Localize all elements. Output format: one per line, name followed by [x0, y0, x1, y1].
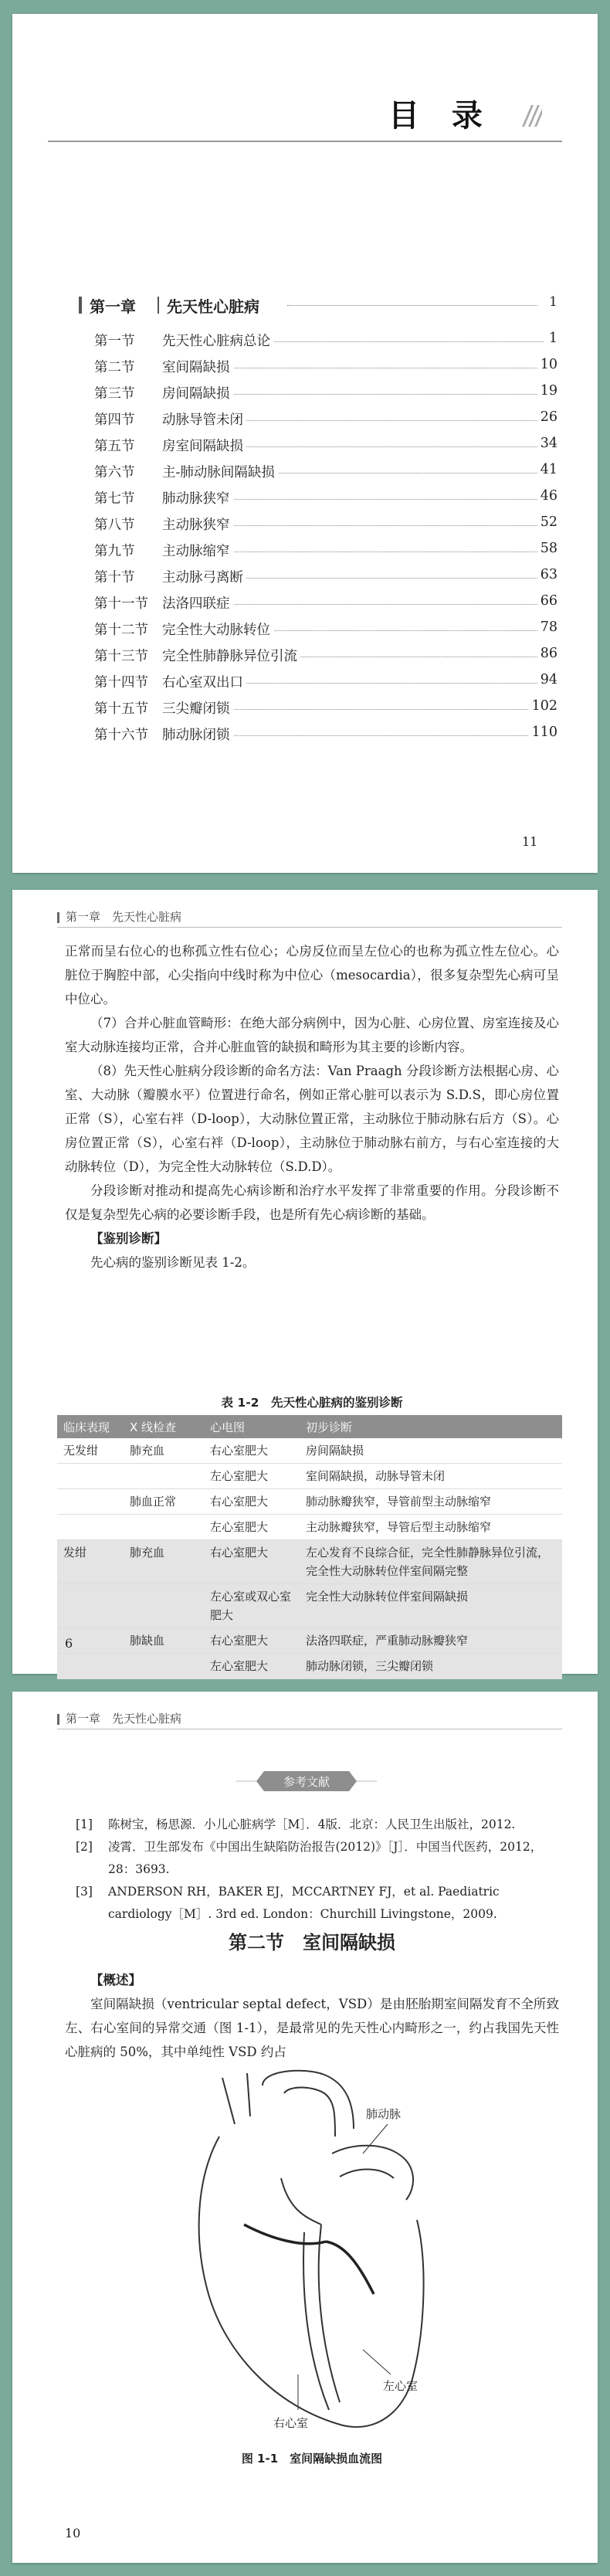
section-number: 第九节 [94, 544, 135, 559]
table-cell [57, 1515, 124, 1540]
toc-section-row[interactable] [94, 326, 557, 352]
table-row [57, 1489, 562, 1515]
reference-item [76, 1881, 559, 1926]
section-number: 第十四节 [94, 675, 148, 691]
chapter-divider [158, 297, 159, 314]
section-number: 第一节 [94, 334, 135, 349]
references-label: 参考文献 [283, 1775, 330, 1789]
paragraph: 分段诊断对推动和提高先心病诊断和治疗水平发挥了非常重要的作用。分段诊断不仅是复杂型先心病的必要诊断手段，也是所有先心病诊断的基础。 [65, 1183, 559, 1222]
flow-arrow [326, 2242, 374, 2294]
header-text: 第一章 先天性心脏病 [66, 910, 182, 924]
table-row [57, 1584, 562, 1628]
book-page-10 [12, 1692, 598, 2563]
leader-dots [287, 305, 537, 306]
toc-section-row[interactable] [94, 589, 557, 615]
section-title: 主动脉狭窄 [162, 514, 233, 534]
section-number: 第二节 [94, 360, 135, 375]
table-header: 初步诊断 [300, 1415, 562, 1438]
section-page: 52 [537, 514, 557, 530]
table-cell: 右心室肥大 [204, 1489, 300, 1515]
section-title: 房间隔缺损 [162, 383, 233, 402]
section-title: 法洛四联症 [162, 593, 233, 613]
toc-section-list [94, 326, 557, 746]
header-text: 第一章 先天性心脏病 [66, 1712, 182, 1726]
chapter-label: 第一章 [90, 297, 136, 316]
table-header: 临床表现 [57, 1415, 124, 1438]
leader-dots [179, 709, 544, 710]
toc-section-row[interactable] [94, 667, 557, 694]
table-caption: 表 1-2 先天性心脏病的鉴别诊断 [221, 1396, 403, 1410]
toc-page [12, 14, 598, 873]
running-header [57, 1710, 181, 1726]
reference-number: [1] [76, 1817, 93, 1831]
page-number: 6 [65, 1636, 73, 1651]
table-cell: 左心室肥大 [204, 1654, 300, 1679]
section-title: 动脉导管未闭 [162, 409, 246, 429]
toc-section-row[interactable] [94, 720, 557, 746]
section-number: 第八节 [94, 518, 135, 533]
section-page: 110 [529, 725, 557, 740]
septum-inner [303, 2232, 329, 2410]
table-cell: 右心室肥大 [204, 1438, 300, 1464]
reference-number: [2] [76, 1840, 93, 1854]
label-pulmonary-artery: 肺动脉 [366, 2107, 402, 2121]
reference-item [76, 1836, 559, 1881]
table-cell [57, 1489, 124, 1515]
references-tag [236, 1770, 377, 1793]
table-cell: 右心室肥大 [204, 1628, 300, 1654]
section-number: 第十节 [94, 570, 135, 585]
section-page: 46 [537, 488, 557, 504]
table-cell: 左心发育不良综合征，完全性肺静脉异位引流，完全性大动脉转位伴室间隔完整 [300, 1540, 562, 1584]
paragraph: 正常而呈右位心的也称孤立性右位心；心房反位而呈左位心的也称为孤立性左位心。心脏位于胸腔中部，心尖指向中线时称为中位心（mesocardia），很多复杂型先心病可呈中位心。 [65, 944, 559, 1006]
toc-section-row[interactable] [94, 457, 557, 484]
section-page: 34 [537, 436, 557, 451]
table-header: 心电图 [204, 1415, 300, 1438]
page-number: 11 [522, 834, 538, 849]
chapter-bar [79, 297, 82, 314]
section-title: 主-肺动脉间隔缺损 [162, 462, 278, 481]
pulmonary-artery-outline [332, 2146, 413, 2200]
leader-dots [179, 499, 544, 500]
vena-cava [222, 2073, 250, 2124]
section-page: 19 [537, 383, 557, 399]
table-header-row [57, 1415, 562, 1438]
title-rule [48, 141, 562, 142]
reference-list [76, 1814, 559, 1926]
pulmonary-artery-inner [340, 2169, 394, 2178]
section-title: 室间隔缺损 [162, 357, 233, 376]
table-cell: 发绀 [57, 1540, 124, 1584]
reference-number: [3] [76, 1885, 93, 1899]
section-page: 86 [537, 646, 557, 661]
table-cell: 肺充血 [124, 1438, 204, 1464]
section-title: 肺动脉闭锁 [162, 725, 233, 744]
table-cell: 右心室肥大 [204, 1540, 300, 1584]
toc-section-row[interactable] [94, 378, 557, 405]
section-title: 先天性心脏病总论 [162, 331, 273, 350]
table-row [57, 1464, 562, 1489]
table-row [57, 1438, 562, 1464]
toc-section-row[interactable] [94, 484, 557, 510]
section-number: 第十六节 [94, 728, 148, 743]
section-number: 第三节 [94, 386, 135, 402]
toc-section-row[interactable] [94, 536, 557, 562]
toc-title: 目 录 [388, 97, 493, 134]
paragraph: （7）合并心脏血管畸形：在绝大部分病例中，因为心脏、心房位置、房室连接及心室大动脉连接均正常，合并心脏血管的缺损和畸形为其主要的诊断内容。 [65, 1016, 559, 1054]
chapter-title: 先天性心脏病 [167, 297, 259, 316]
section-title: 主动脉缩窄 [162, 541, 233, 560]
book-page-6 [12, 890, 598, 1674]
section-page: 63 [537, 567, 557, 582]
table-cell: 肺血正常 [124, 1489, 204, 1515]
overview-text: 室间隔缺损（ventricular septal defect，VSD）是由胚胎期室间隔发育不全所致左、右心室间的异常交通（图 1-1），是最常见的先天性心内畸形之一，约占我国先天性心脏病的 50%，其中单纯性 VSD 约占 [65, 1997, 559, 2059]
section-title: 房室间隔缺损 [162, 436, 246, 455]
overview-head: 【概述】 [90, 1973, 141, 1987]
header-rule [57, 927, 562, 928]
table-cell: 肺动脉瓣狭窄，导管前型主动脉缩窄 [300, 1489, 562, 1515]
table-cell: 完全性大动脉转位伴室间隔缺损 [300, 1584, 562, 1628]
shunt-arrow [244, 2225, 326, 2244]
section-title: 第二节 室间隔缺损 [229, 1931, 395, 1953]
section-title: 右心室双出口 [162, 672, 246, 691]
label-leader-pa [363, 2124, 388, 2153]
section-title: 三尖瓣闭锁 [162, 698, 233, 718]
overview [65, 1968, 559, 2064]
toc-section-row[interactable] [94, 510, 557, 536]
table-cell: 左心室肥大 [204, 1515, 300, 1540]
section-number: 第七节 [94, 491, 135, 507]
reference-text: ANDERSON RH，BAKER EJ，MCCARTNEY FJ，et al. Paediatric cardiology［M］. 3rd ed. London：Churchill Livingstone，2009. [108, 1885, 500, 1921]
chapter-page: 1 [549, 294, 557, 310]
vsd-heart-diagram [188, 2062, 432, 2435]
toc-section-row[interactable] [94, 562, 557, 589]
label-leader-lv [363, 2350, 391, 2374]
table-cell [124, 1654, 204, 1679]
differential-table [57, 1415, 562, 1679]
table-cell [57, 1584, 124, 1628]
figure-caption: 图 1-1 室间隔缺损血流图 [241, 2452, 383, 2466]
header-bar [57, 1714, 59, 1725]
section-number: 第十二节 [94, 623, 148, 638]
reference-item [76, 1814, 559, 1836]
table-cell: 房间隔缺损 [300, 1438, 562, 1464]
toc-section-row[interactable] [94, 615, 557, 641]
toc-section-row[interactable] [94, 641, 557, 667]
section-title: 完全性大动脉转位 [162, 619, 273, 639]
leader-dots [179, 394, 544, 395]
section-page: 1 [546, 331, 557, 346]
label-left-ventricle: 左心室 [383, 2379, 419, 2393]
section-page: 78 [537, 619, 557, 635]
label-right-ventricle: 右心室 [273, 2416, 309, 2430]
section-page: 94 [537, 672, 557, 687]
table-cell: 肺充血 [124, 1540, 204, 1584]
table-row [57, 1654, 562, 1679]
toc-section-row[interactable] [94, 431, 557, 457]
leader-dots [179, 525, 544, 526]
section-number: 第十三节 [94, 649, 148, 664]
table-cell [57, 1464, 124, 1489]
running-header [57, 908, 181, 925]
table-cell [124, 1584, 204, 1628]
table-cell: 左心室肥大 [204, 1464, 300, 1489]
toc-section-row[interactable] [94, 694, 557, 720]
reference-text: 凌霄．卫生部发布《中国出生缺陷防治报告(2012)》［J］．中国当代医药，2012，28：3693. [108, 1840, 543, 1876]
leader-dots [179, 735, 544, 736]
aorta-inner [284, 2088, 335, 2137]
table-cell [124, 1464, 204, 1489]
section-title: 肺动脉狭窄 [162, 488, 233, 507]
leader-dots [179, 604, 544, 605]
section-number: 第十一节 [94, 596, 148, 612]
table-cell: 左心室或双心室肥大 [204, 1584, 300, 1628]
table-cell [57, 1654, 124, 1679]
section-page: 10 [537, 357, 557, 372]
section-page: 102 [529, 698, 557, 714]
table-cell: 法洛四联症，严重肺动脉瓣狭窄 [300, 1628, 562, 1654]
section-number: 第十五节 [94, 701, 148, 717]
page-number: 10 [65, 2526, 81, 2540]
section-title: 完全性肺静脉异位引流 [162, 646, 300, 665]
table-cell: 主动脉瓣狭窄，导管后型主动脉缩窄 [300, 1515, 562, 1540]
subhead: 【鉴别诊断】 [90, 1231, 167, 1246]
reference-text: 陈树宝，杨思源．小儿心脏病学［M］．4版．北京：人民卫生出版社，2012. [108, 1817, 516, 1831]
table-cell: 无发绀 [57, 1438, 124, 1464]
paragraph: 先心病的鉴别诊断见表 1-2。 [90, 1255, 256, 1270]
section-page: 41 [537, 462, 557, 477]
table-cell: 肺动脉闭锁，三尖瓣闭锁 [300, 1654, 562, 1679]
septum [319, 2225, 340, 2402]
section-number: 第四节 [94, 412, 135, 428]
section-page: 58 [537, 541, 557, 556]
section-number: 第六节 [94, 465, 135, 480]
title-stripes-decoration [514, 105, 542, 127]
body-text [65, 939, 559, 1274]
table-row [57, 1628, 562, 1654]
table-cell: 肺缺血 [124, 1628, 204, 1654]
table-cell [124, 1515, 204, 1540]
table-row [57, 1515, 562, 1540]
section-number: 第五节 [94, 439, 135, 454]
table-cell: 室间隔缺损，动脉导管未闭 [300, 1464, 562, 1489]
toc-chapter-row[interactable] [79, 294, 557, 316]
section-title: 主动脉弓离断 [162, 567, 246, 586]
section-page: 26 [537, 409, 557, 425]
paragraph: （8）先天性心脏病分段诊断的命名方法：Van Praagh 分段诊断方法根据心房、心室、大动脉（瓣膜水平）位置进行命名，例如正常心脏可以表示为 S.D.S，即心房位置正常（S），心室右袢（D-loop），大动脉位置正常，主动脉位于肺动脉右后方（S）。心房位置正常（S），心室右袢（D-loop），主动脉位于肺动脉右前方，与右心室连接的大动脉转位（D），为完全性大动脉转位（S.D.D）。 [65, 1064, 559, 1174]
aorta-outline [263, 2071, 354, 2129]
toc-section-row[interactable] [94, 352, 557, 378]
toc-section-row[interactable] [94, 405, 557, 431]
table-row [57, 1540, 562, 1584]
valve-outline [281, 2178, 321, 2225]
section-page: 66 [537, 593, 557, 609]
header-bar [57, 912, 59, 923]
table-header: X 线检查 [124, 1415, 204, 1438]
